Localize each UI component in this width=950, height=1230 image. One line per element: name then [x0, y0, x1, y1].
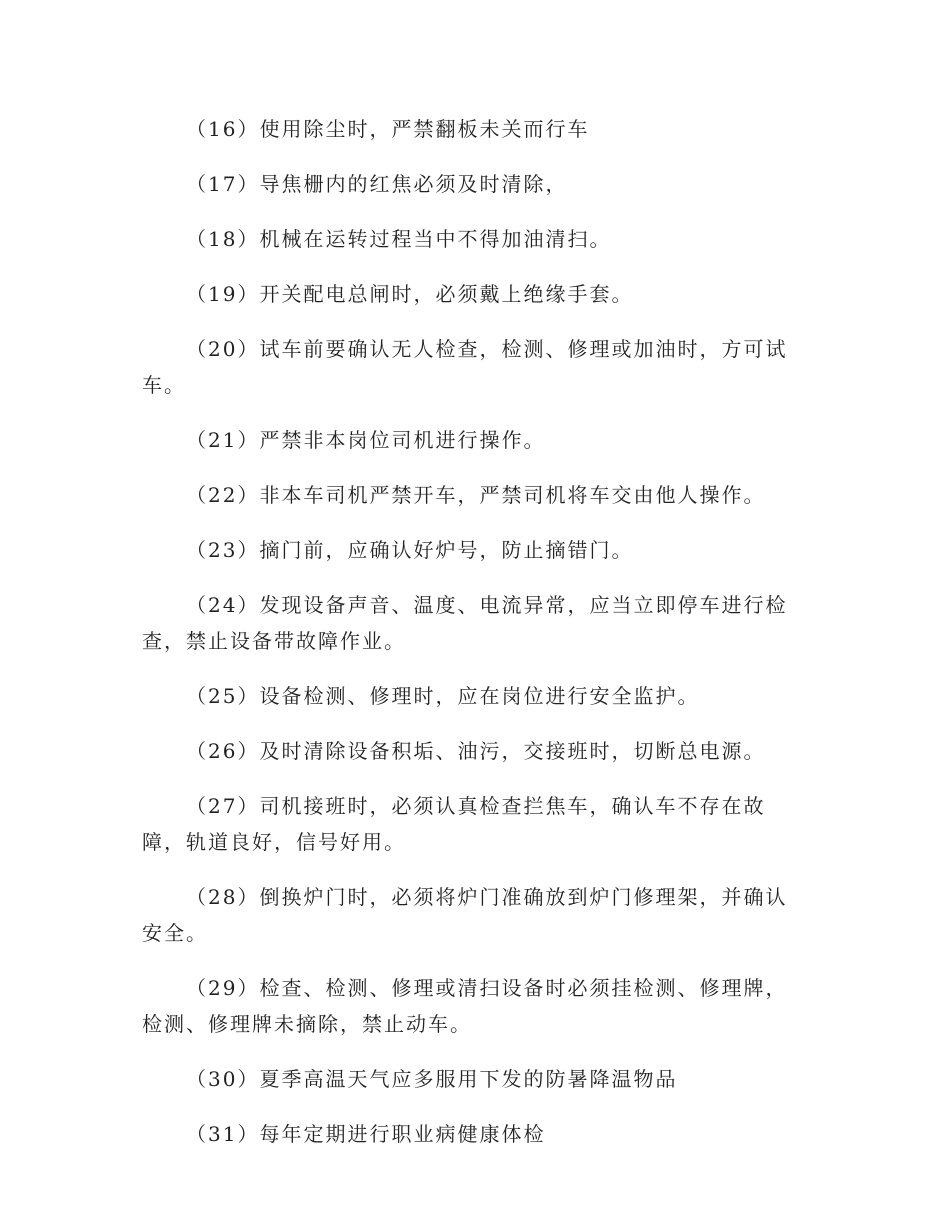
- rule-item-22: （22）非本车司机严禁开车，严禁司机将车交由他人操作。: [186, 483, 766, 507]
- rule-item-29: （29）检查、检测、修理或清扫设备时必须挂检测、修理牌，检测、修理牌未摘除，禁止动车。: [142, 976, 788, 1036]
- rule-item-30: （30）夏季高温天气应多服用下发的防暑降温物品: [186, 1067, 678, 1091]
- rule-item-21: （21）严禁非本岗位司机进行操作。: [186, 428, 546, 452]
- rule-item-19: （19）开关配电总闸时，必须戴上绝缘手套。: [186, 282, 634, 306]
- document-body: [142, 111, 802, 1171]
- rule-item-31: （31）每年定期进行职业病健康体检: [186, 1122, 546, 1146]
- rule-item-17: （17）导焦栅内的红焦必须及时清除，: [186, 172, 568, 196]
- rule-item-25: （25）设备检测、修理时，应在岗位进行安全监护。: [186, 684, 700, 708]
- rule-item-26: （26）及时清除设备积垢、油污，交接班时，切断总电源。: [186, 739, 766, 763]
- rule-item-27: （27）司机接班时，必须认真检查拦焦车，确认车不存在故障，轨道良好，信号好用。: [142, 794, 766, 854]
- rule-item-20: （20）试车前要确认无人检查，检测、修理或加油时，方可试车。: [142, 337, 788, 397]
- rule-item-28: （28）倒换炉门时，必须将炉门准确放到炉门修理架，并确认安全。: [142, 885, 788, 945]
- rule-item-16: （16）使用除尘时，严禁翻板未关而行车: [186, 117, 590, 141]
- rule-item-24: （24）发现设备声音、温度、电流异常，应当立即停车进行检查，禁止设备带故障作业。: [142, 593, 788, 653]
- rule-item-18: （18）机械在运转过程当中不得加油清扫。: [186, 227, 612, 251]
- rule-item-23: （23）摘门前，应确认好炉号，防止摘错门。: [186, 538, 634, 562]
